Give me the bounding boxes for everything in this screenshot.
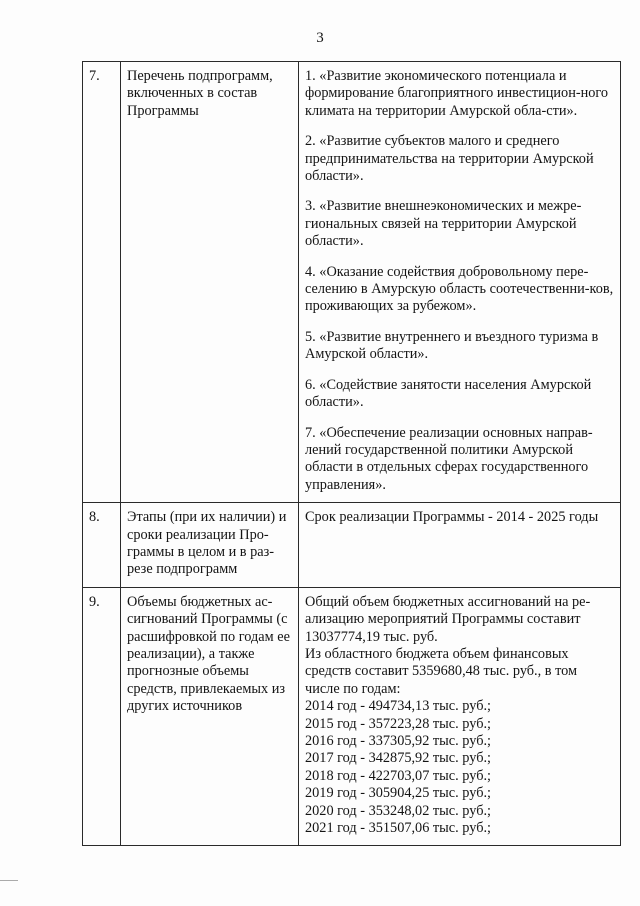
list-item: 7. «Обеспечение реализации основных направ-лений государственной политики Амурской области в отдельных сферах государственного управления». xyxy=(305,424,593,493)
row-number: 7. xyxy=(83,62,121,503)
list-item: 4. «Оказание содействия добровольному пере-селению в Амурскую область соотечественни-ков, проживающих за рубежом». xyxy=(305,263,614,315)
text-line: числе по годам: xyxy=(305,680,401,697)
row-value: Срок реализации Программы - 2014 - 2025 годы xyxy=(299,503,621,588)
table-row xyxy=(83,62,621,503)
list-item: 6. «Содействие занятости населения Амурской области». xyxy=(305,376,592,411)
row-number: 9. xyxy=(83,587,121,846)
text-line: средств составит 5359680,48 тыс. руб., в том xyxy=(305,663,578,680)
text-line: Общий объем бюджетных ассигнований на ре- xyxy=(305,593,591,610)
row-name: Перечень подпрограмм, включенных в состав Программы xyxy=(121,62,299,503)
text-line: 2021 год - 351507,06 тыс. руб.; xyxy=(305,820,492,837)
text-line: 2019 год - 305904,25 тыс. руб.; xyxy=(305,785,492,802)
text-line: 2018 год - 422703,07 тыс. руб.; xyxy=(305,767,492,784)
table-row xyxy=(83,503,621,588)
list-item: 5. «Развитие внутреннего и въездного туризма в Амурской области». xyxy=(305,328,599,363)
scan-edge-mark xyxy=(0,880,18,906)
budget-allocations xyxy=(299,587,621,846)
list-item: 2. «Развитие субъектов малого и среднего предпринимательства на территории Амурской области». xyxy=(305,133,594,185)
text-line: 2020 год - 353248,02 тыс. руб.; xyxy=(305,802,492,819)
page-number: 3 xyxy=(316,30,324,46)
text-line: Из областного бюджета объем финансовых xyxy=(305,645,569,662)
text-line: ализацию мероприятий Программы составит xyxy=(305,611,581,628)
row-name: Этапы (при их наличии) и сроки реализации Про-граммы в целом и в раз-резе подпрограмм xyxy=(121,503,299,588)
row-name: Объемы бюджетных ас-сигнований Программы (с расшифровкой по годам ее реализации), а также прогнозные объемы средств, привлекаемых из других источников xyxy=(121,587,299,846)
table-row xyxy=(83,587,621,846)
text-line: 2017 год - 342875,92 тыс. руб.; xyxy=(305,750,492,767)
row-number: 8. xyxy=(83,503,121,588)
text-line: 2016 год - 337305,92 тыс. руб.; xyxy=(305,733,492,749)
subprograms-list xyxy=(299,62,621,503)
text-line: 2014 год - 494734,13 тыс. руб.; xyxy=(305,698,492,715)
program-passport-table xyxy=(82,61,621,846)
list-item: 1. «Развитие экономического потенциала и формирование благоприятного инвестицион-ного климата на территории Амурской обла-сти». xyxy=(305,68,609,119)
list-item: 3. «Развитие внешнеэкономических и межре-гиональных связей на территории Амурской области». xyxy=(305,198,582,250)
text-line: 13037774,19 тыс. руб. xyxy=(305,628,438,645)
text-line: 2015 год - 357223,28 тыс. руб.; xyxy=(305,715,492,732)
